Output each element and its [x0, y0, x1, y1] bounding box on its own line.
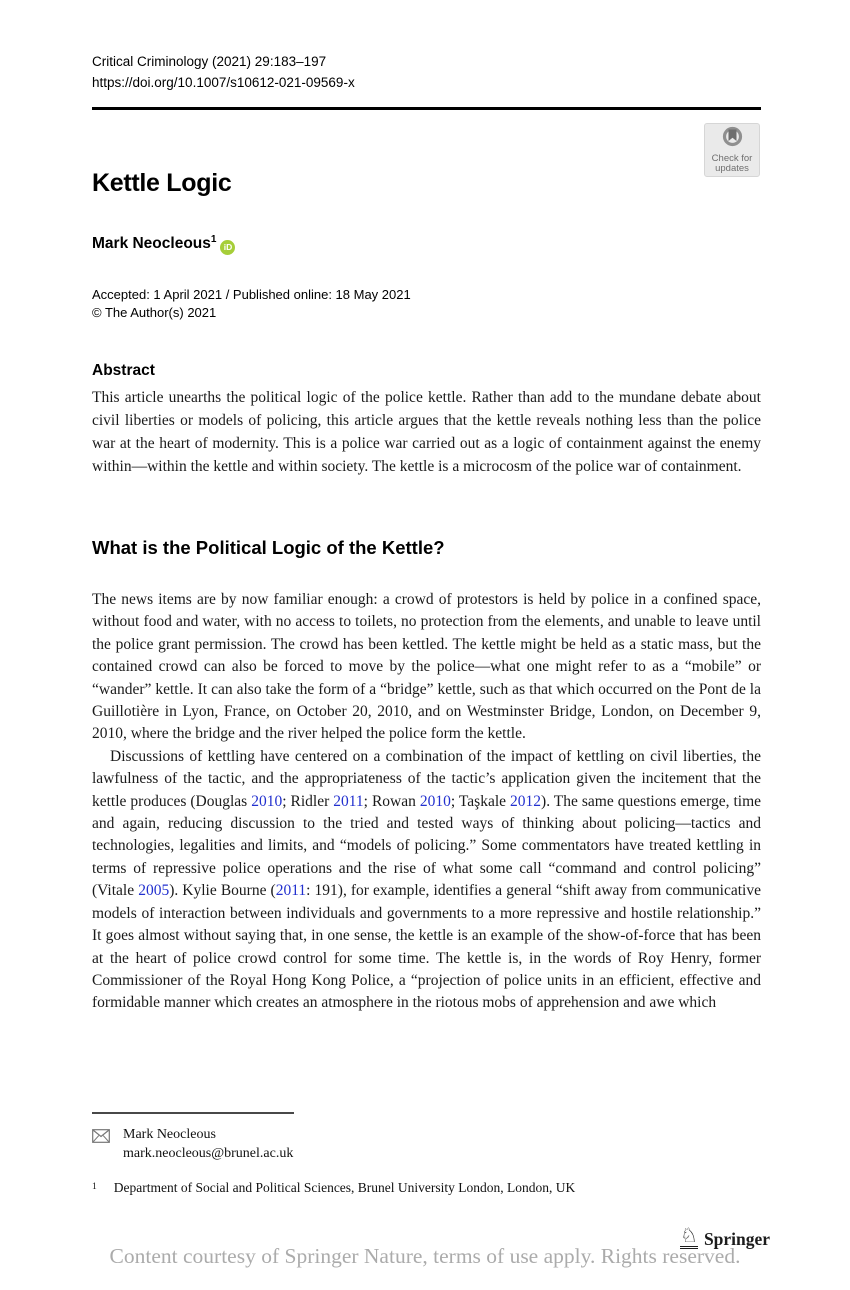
- check-updates-label-line2: updates: [715, 163, 749, 174]
- corresponding-author-name: Mark Neocleous: [123, 1127, 216, 1142]
- affiliation-block: [92, 1180, 575, 1196]
- check-updates-icon: [721, 126, 744, 154]
- orcid-icon[interactable]: iD: [220, 240, 235, 255]
- citation-link[interactable]: 2011: [333, 792, 364, 810]
- body-paragraph-2: Discussions of kettling have centered on a combination of the impact of kettling on civil liberties, the lawfulness of the tactic, and the appropriateness of the tactic’s application given the incitement that the kettle produces (Douglas 2010; Ridler 2011; Rowan 2010; Taşkale 2012). The same questions emerge, time and again, reducing discussion to the tried and tested ways of thinking about policing—tactics and technologies, legalities and limits, and “models of policing.” Some commentators have treated kettling in terms of repressive police operations and the rise of what some call “command and control policing” (Vitale 2005). Kylie Bourne (2011: 191), for example, identifies a general “shift away from communicative models of interaction between individuals and governments to a more repressive and hostile relationship.” It goes almost without saying that, in one sense, the kettle is an example of the show-of-force that has been at the heart of police crowd control for some time. The kettle is, in the words of Roy Henry, former Commissioner of the Royal Hong Kong Police, a “projection of police units in an efficient, effective and formidable manner which creates an atmosphere in the riotous mobs of apprehension and awe which: [92, 747, 762, 1012]
- publication-dates: Accepted: 1 April 2021 / Published online: 18 May 2021: [92, 287, 411, 302]
- citation-link[interactable]: 2010: [419, 792, 451, 810]
- abstract-heading: Abstract: [92, 362, 155, 379]
- author-affiliation-superscript: 1: [210, 234, 217, 245]
- body-paragraph-1: The news items are by now familiar enough: a crowd of protestors is held by police in a confined space, without food and water, with no access to toilets, no protection from the elements, and unable to leave until the police grant permission. The crowd has been kettled. The kettle might be held as a static mass, but the contained crowd can also be forced to move by the police—what one might refer to as a “mobile” or “wander” kettle. It can also take the form of a “bridge” kettle, such as that which occurred on the Pont de la Guillotière in Lyon, France, on October 20, 2010, and on Westminster Bridge, London, on December 9, 2010, where the bridge and the river helped the police form the kettle.: [92, 591, 761, 743]
- author-name: Mark Neocleous: [92, 235, 211, 253]
- page-header: [92, 51, 355, 93]
- header-rule: [92, 107, 761, 110]
- journal-citation: Critical Criminology (2021) 29:183–197: [92, 54, 327, 69]
- check-for-updates-badge[interactable]: [704, 123, 760, 177]
- article-title: Kettle Logic: [92, 169, 232, 197]
- citation-link[interactable]: 2011: [275, 882, 307, 900]
- author-email-link[interactable]: mark.neocleous@brunel.ac.uk: [123, 1145, 294, 1161]
- envelope-icon: [92, 1129, 110, 1163]
- article-body: [92, 589, 761, 1015]
- citation-link[interactable]: 2012: [510, 792, 542, 810]
- copyright-notice: © The Author(s) 2021: [92, 304, 217, 320]
- check-updates-label-line1: Check for: [711, 152, 753, 164]
- section-heading: What is the Political Logic of the Kettle?: [92, 537, 445, 558]
- citation-link[interactable]: 2010: [251, 792, 283, 810]
- abstract-text: This article unearths the political logic of the police kettle. Rather than add to the mundane debate about civil liberties or models of policing, this article argues that the kettle reveals nothing less than the police war at the heart of modernity. This is a police war carried out as a logic of containment against the enemy within—within the kettle and within society. The kettle is a microcosm of the police war of containment.: [92, 389, 761, 475]
- footnote-rule: [92, 1112, 294, 1114]
- affiliation-marker: 1: [92, 1182, 97, 1192]
- author-line: [92, 234, 235, 255]
- springer-wordmark: Springer: [703, 1229, 771, 1249]
- correspondence-text: [123, 1126, 293, 1163]
- publication-info: [92, 286, 411, 321]
- springer-knight-icon: ♘: [680, 1225, 698, 1247]
- affiliation-text: Department of Social and Political Sciences, Brunel University London, London, UK: [113, 1180, 576, 1195]
- doi-link[interactable]: https://doi.org/10.1007/s10612-021-09569-x: [92, 75, 355, 90]
- correspondence-block: [92, 1126, 293, 1163]
- citation-link[interactable]: 2005: [138, 882, 170, 900]
- content-courtesy-watermark: Content courtesy of Springer Nature, terms of use apply. Rights reserved.: [109, 1244, 741, 1268]
